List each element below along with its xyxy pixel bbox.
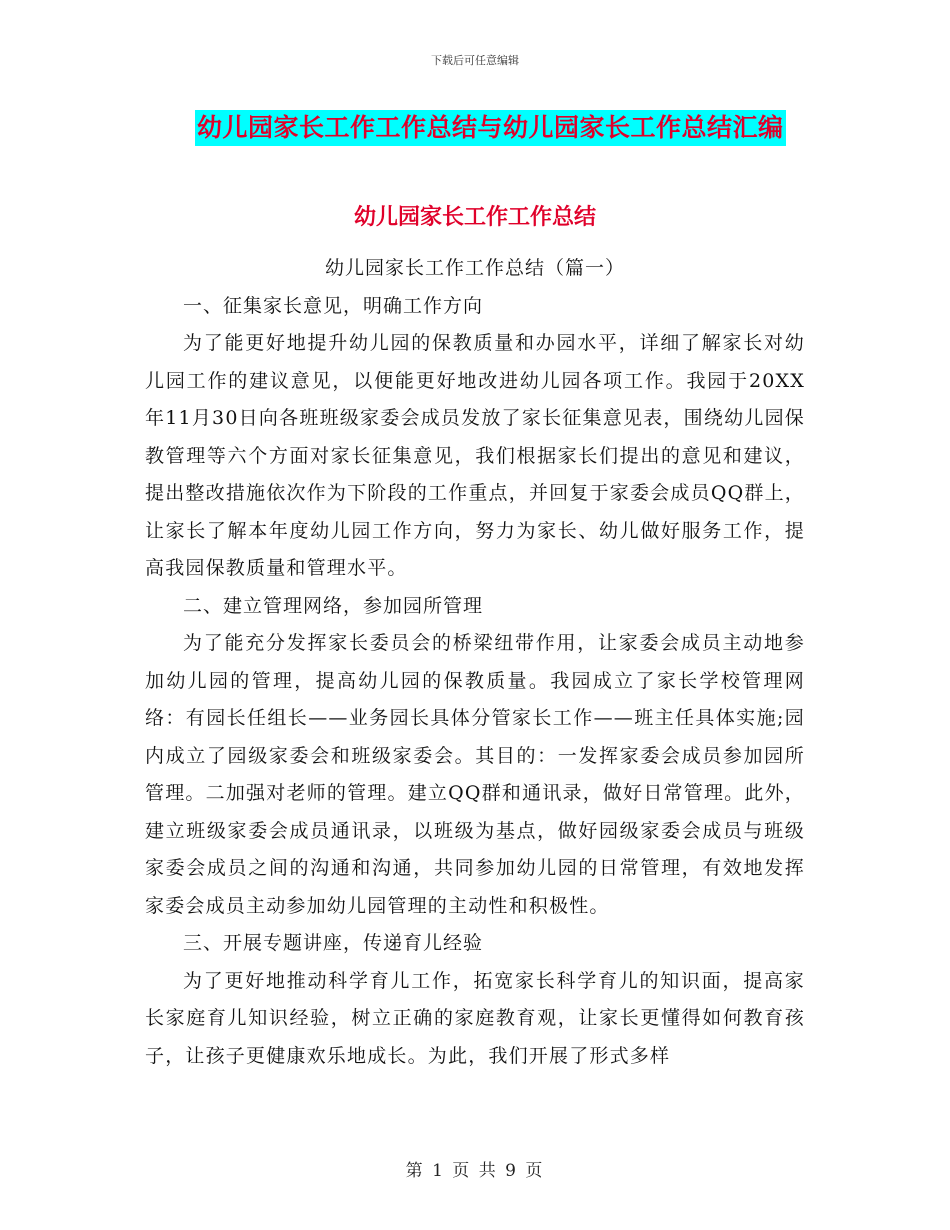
document-subtitle: 幼儿园家长工作工作总结（篇一）: [324, 257, 625, 279]
section-heading-1: 一、征集家长意见，明确工作方向: [183, 294, 484, 317]
section-paragraph-1: 为了能更好地提升幼儿园的保教质量和办园水平，详细了解家长对幼儿园工作的建议意见，以便能更好地改进幼儿园各项工作。我园于20XX年11月30日向各班班级家委会成员发放了家长征集意见表，围绕幼儿园保教管理等六个方面对家长征集意见，我们根据家长们提出的意见和建议，提出整改措施依次作为下阶段的工作重点，并回复于家委会成员QQ群上，让家长了解本年度幼儿园工作方向，努力为家长、幼儿做好服务工作，提高我园保教质量和管理水平。: [145, 332, 805, 579]
page-number-footer: 第 1 页 共 9 页: [405, 1161, 545, 1181]
section-heading-2: 二、建立管理网络，参加园所管理: [183, 594, 484, 617]
page-header-note: 下载后可任意编辑: [431, 54, 519, 67]
section-paragraph-2: 为了能充分发挥家长委员会的桥梁纽带作用，让家委会成员主动地参加幼儿园的管理，提高幼儿园的保教质量。我园成立了家长学校管理网络：有园长任组长——业务园长具体分管家长工作——班主任具体实施;园内成立了园级家委会和班级家委会。其目的：一发挥家委会成员参加园所管理。二加强对老师的管理。建立QQ群和通讯录，做好日常管理。此外，建立班级家委会成员通讯录，以班级为基点，做好园级家委会成员与班级家委会成员之间的沟通和沟通，共同参加幼儿园的日常管理，有效地发挥家委会成员主动参加幼儿园管理的主动性和积极性。: [145, 632, 805, 917]
document-body: [145, 250, 805, 1075]
section-title: 幼儿园家长工作工作总结: [353, 205, 596, 230]
document-main-title: 幼儿园家长工作工作总结与幼儿园家长工作总结汇编: [195, 110, 786, 146]
section-paragraph-3: 为了更好地推动科学育儿工作，拓宽家长科学育儿的知识面，提高家长家庭育儿知识经验，树立正确的家庭教育观，让家长更懂得如何教育孩子，让孩子更健康欢乐地成长。为此，我们开展了形式多样: [145, 969, 805, 1067]
section-heading-3: 三、开展专题讲座，传递育儿经验: [183, 932, 484, 954]
